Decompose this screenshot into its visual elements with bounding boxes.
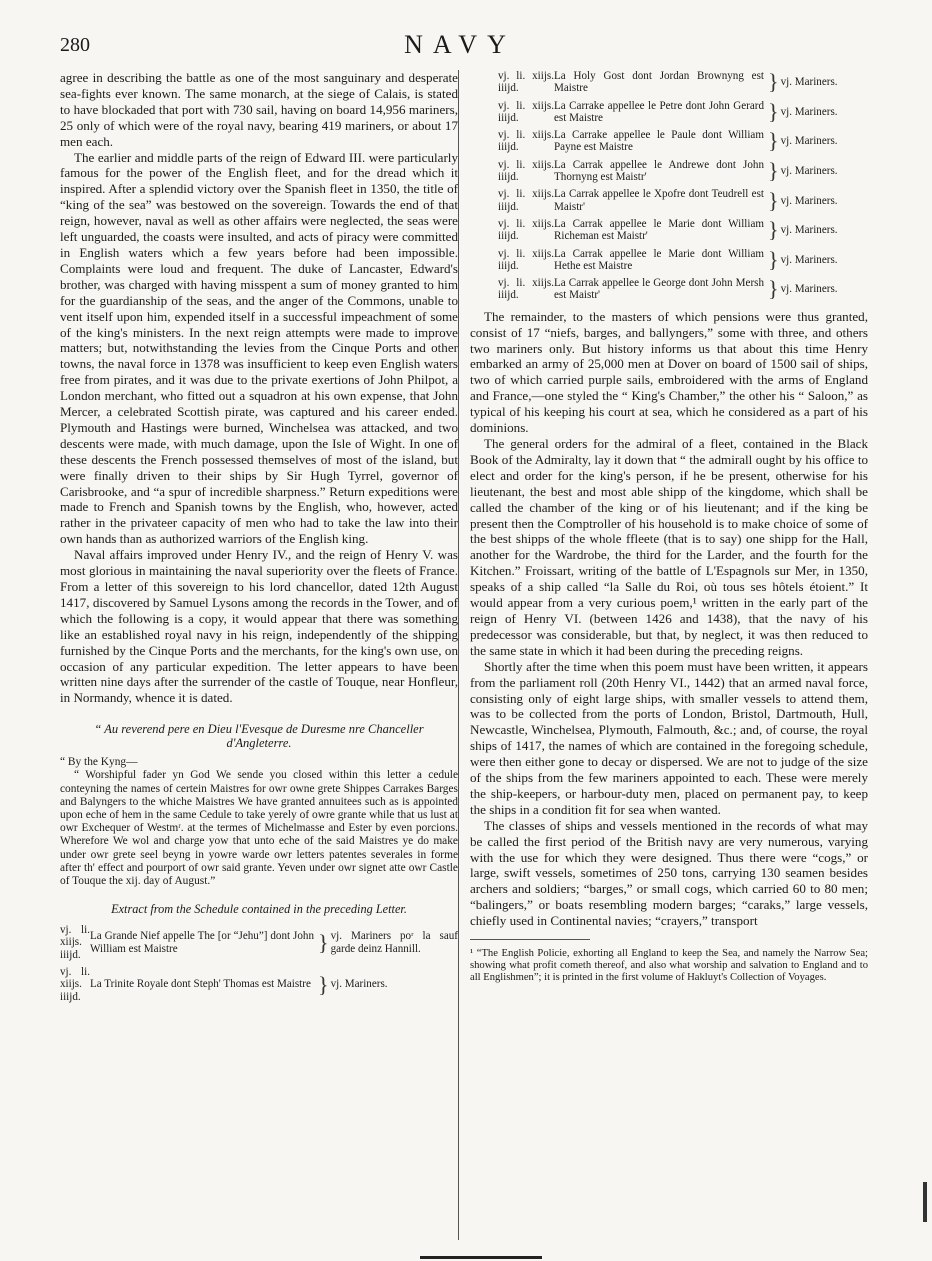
brace: } [768, 158, 779, 184]
page-number: 280 [60, 34, 90, 56]
schedule-ship: La Trinite Royale dont Steph' Thomas est Maistre [90, 978, 311, 991]
schedule-mariners: vj. Mariners. [780, 105, 838, 118]
letter [60, 756, 458, 888]
schedule-mariners: vj. Mariners. [330, 978, 388, 991]
schedule-amount: vj. li. xiijs. iiijd. [498, 70, 554, 95]
paragraph: The general orders for the admiral of a fleet, contained in the Black Book of the Admiralty, lay it down that “ the admirall ought by his office to elect and order for the king's person, if he be present, otherwise for his lieutenant, the best and most able shipp of the kingdome, which shall be called the chamber of the king or of his lieutenant; and if the king be present then the Comptroller of his household is to make choice of some of the best shipps of the whole ffleete (that is to say) one shipp for the Hall, another for the Wardrobe, the third for the Larder, and the fourth for the Kitchen.” Froissart, writing of the battle of L'Espagnols sur Mer, in 1350, speaks of a ship called “la Salle du Roi, où tous ses hôtels étoient.” It would appear from a very curious poem,¹ written in the early part of the reign of Henry VI. (between 1426 and 1438), that the navy of his predecessor was considerable, but that, by neglect, it was then reduced to the same state in which it had been during the preceding reigns. [470, 436, 868, 658]
schedule-row [60, 924, 458, 966]
schedule-ship: La Carrake appellee le Paule dont William Payne est Maistre [554, 129, 764, 154]
schedule-ship: La Carrak appellee le George dont John Mersh est Maistr' [554, 277, 764, 302]
right-column [470, 70, 868, 984]
footnote: ¹ “The English Policie, exhorting all England to keep the Sea, and namely the Narrow Sea; showing what profit cometh thereof, and also what worship and salvation to England and to all Englishmen”; it is printed in the first volume of Hakluyt's Collection of Voyages. [470, 948, 868, 984]
paragraph: agree in describing the battle as one of the most sanguinary and desperate sea-fights ever known. The same monarch, at the siege of Calais, is stated to have blockaded that port with 730 sail, having on board 14,956 mariners, 25 only of which were of the royal navy, bearing 419 mariners, or about 17 men each. [60, 70, 458, 149]
brace: } [768, 217, 779, 243]
footnote-rule [470, 939, 590, 940]
page-edge-mark [923, 1182, 927, 1222]
paragraph: Naval affairs improved under Henry IV., and the reign of Henry V. was most glorious in maintaining the naval superiority over the fleets of France. From a letter of this sovereign to his lord chancellor, dated 12th August 1417, discovered by Samuel Lysons among the records in the Tower, and of which the following is a copy, it would appear that there was something like an established royal navy in his reign, independently of the shipping furnished by the Cinque Ports and the merchants, for the king's own use, on occasion of any particular expedition. The letter appears to have been written nine days after the surrender of the castle of Touque, near Honfleur, in Normandy, whence it is dated. [60, 547, 458, 706]
schedule-amount: vj. li. xiijs. iiijd. [498, 158, 554, 184]
extract-heading: Extract from the Schedule contained in the preceding Letter. [111, 902, 407, 917]
schedule-row [498, 100, 868, 130]
left-column [60, 70, 458, 1008]
brace: } [318, 929, 329, 955]
schedule-amount: vj. li. xiijs. iiijd. [498, 277, 554, 302]
schedule-mariners: vj. Mariners. [780, 135, 838, 148]
brace: } [318, 971, 329, 997]
bottom-rule [420, 1256, 542, 1259]
schedule-row [498, 70, 868, 100]
schedule-row [498, 218, 868, 248]
column-rule [458, 70, 459, 1240]
schedule-mariners: vj. Mariners. [780, 224, 838, 237]
paragraph: The earlier and middle parts of the reign of Edward III. were particularly famous for the power of the English fleet, and for the dread which it inspired. After a splendid victory over the Spanish fleet in 1350, the title of “king of the sea” was bestowed on the sovereign. Towards the end of that reign, however, naval as well as other affairs were neglected, the seas were left unguarded, the coasts were insulted, and acts of piracy were committed in English waters which a few years before had been impossible. Complaints were loud and frequent. The duke of Lancaster, Edward's brother, was charged with having misspent a sum of money granted to him for the guardianship of the seas, and the anger of the Commons, unable to vent itself upon him, expended itself in a successful impeachment of some of the king's ministers. In the next reign attempts were made to improve matters; but, notwithstanding the levies from the Cinque Ports and other towns, the naval force in 1378 was insufficient to keep even English waters free from pirates, and it was due to the private exertions of John Philpot, a London merchant, who fitted out a squadron at his own expense, that John Mercer, a celebrated Scottish pirate, was captured and his career ended. Plymouth and Hastings were burned, Winchelsea was attacked, and two descents were made, with much damage, upon the Isle of Wight. In one of these descents the French possessed themselves of most of the island, but were finally driven to their ships by Sir Hugh Tyrrel, governor of Carisbrooke, and “a spur of incredible sharpness.” Return expeditions were made to French and Spanish towns by the English, who, however, acted rather in the privateer capacity of men who had to take the law into their own hands than as authorized warriors of the English king. [60, 149, 458, 547]
schedule-table-right [498, 70, 868, 307]
paragraph: The remainder, to the masters of which pensions were thus granted, consist of 17 “niefs, barges, and ballyngers,” some with three, and others two mariners only. But history informs us that about this time Henry embarked an army of 25,000 men at Dover on board of 1500 sail of ships, two of which carried purple sails, embroidered with the arms of England and France,—one styled the “ King's Chamber,” the other his “ Saloon,” as typical of his keeping his court at sea, which he considered as a part of his dominions. [470, 308, 868, 436]
schedule-ship: La Grande Nief appelle The [or “Jehu”] dont John William est Maistre [90, 930, 314, 955]
schedule-amount: vj. li. xiijs. iiijd. [498, 129, 554, 154]
schedule-ship: La Carrak appellee le Marie dont William Richeman est Maistr' [554, 217, 764, 243]
letter-heading: “ Au reverend pere en Dieu l'Evesque de Duresme nre Chanceller d'Angleterre. [94, 722, 424, 751]
letter-salutation: “ By the Kyng— [60, 756, 138, 769]
schedule-row [498, 188, 868, 218]
schedule-ship: La Carrak appellee le Marie dont William Hethe est Maistre [554, 247, 764, 272]
schedule-row [60, 966, 458, 1008]
schedule-mariners: vj. Mariners. [780, 76, 838, 89]
schedule-amount: vj. li. xiijs. iiijd. [498, 188, 554, 213]
schedule-table-left [60, 924, 458, 1008]
schedule-ship: La Carrak appellee le Xpofre dont Teudrell est Maistr' [554, 188, 764, 213]
schedule-mariners: vj. Mariners. [780, 283, 838, 296]
brace: } [768, 128, 779, 154]
schedule-ship: La Holy Gost dont Jordan Brownyng est Maistre [554, 70, 764, 95]
schedule-row [498, 248, 868, 278]
brace: } [768, 246, 779, 272]
paragraph: The classes of ships and vessels mentioned in the records of what may be called the first period of the British navy are very numerous, varying with the use for which they were designed. Thus there were “cogs,” or large, swift vessels, sometimes of 250 tons, carrying 130 seamen besides archers and soldiers; “barges,” or small cogs, which carried 60 to 80 men; “balingers,” or boats resembling modern barges; “caraks,” large vessels, chiefly used in Continental navies; “crayers,” transport [470, 817, 868, 929]
running-head [60, 30, 860, 60]
schedule-row [498, 129, 868, 159]
schedule-mariners: vj. Mariners. [780, 253, 838, 266]
schedule-amount: vj. li. xiijs. iiijd. [60, 924, 90, 961]
schedule-amount: vj. li. xiijs. iiijd. [498, 217, 554, 243]
schedule-row [498, 159, 868, 189]
brace: } [768, 69, 779, 95]
schedule-row [498, 277, 868, 307]
schedule-mariners: vj. Mariners. [780, 194, 838, 207]
letter-body: “ Worshipful fader yn God We sende you closed within this letter a cedule conteyning the names of certein Maistres for owr owne grete Shippes Carrakes Barges and Balyngers to the whiche Maistres We have granted annuitees such as is appointed upon eche of hem in the same Cedule to take yerely of owre grante while that us lust at owr Exchequer of Westmʳ. at the termes of Michelmasse and Ester by even porcions. Wherefore We wol and charge yow that unto eche of the said Maistres ye do make under owr grete seel beyng in yowre warde owr letters patentes severales in forme after th' effect and pourport of owr said grante. Yeven under owr signet atte owr Castle of Touque the xij. day of August.” [60, 769, 458, 888]
schedule-mariners: vj. Mariners. [780, 164, 838, 177]
schedule-mariners: vj. Mariners poʳ la sauf garde deinz Hannill. [330, 930, 458, 955]
schedule-amount: vj. li. xiijs. iiijd. [498, 99, 554, 124]
running-title: NAVY [404, 30, 516, 59]
paragraph: Shortly after the time when this poem must have been written, it appears from the parliament roll (20th Henry VI., 1442) that an armed naval force, consisting only of eight large ships, with smaller vessels to attend them, was to be collected from the ports of London, Bristol, Dartmouth, Hull, Newcastle, Winchelsea, Plymouth, Falmouth, &c.; and, of course, the royal ships of 1417, the names of which are contained in the foregoing schedule, were then either gone to decay or dispersed. We are not to judge of the size of the ships from the few mariners appointed to each. These were merely the ship-keepers, or harbour-duty men, placed on permanent pay, to keep the ships in a condition fit for sea when wanted. [470, 658, 868, 817]
schedule-amount: vj. li. xiijs. iiijd. [60, 966, 90, 1003]
schedule-amount: vj. li. xiijs. iiijd. [498, 247, 554, 272]
schedule-ship: La Carrak appellee le Andrewe dont John Thornyng est Maistr' [554, 158, 764, 184]
brace: } [768, 276, 779, 302]
brace: } [768, 187, 779, 213]
brace: } [768, 98, 779, 124]
schedule-ship: La Carrake appellee le Petre dont John Gerard est Maistre [554, 99, 764, 124]
